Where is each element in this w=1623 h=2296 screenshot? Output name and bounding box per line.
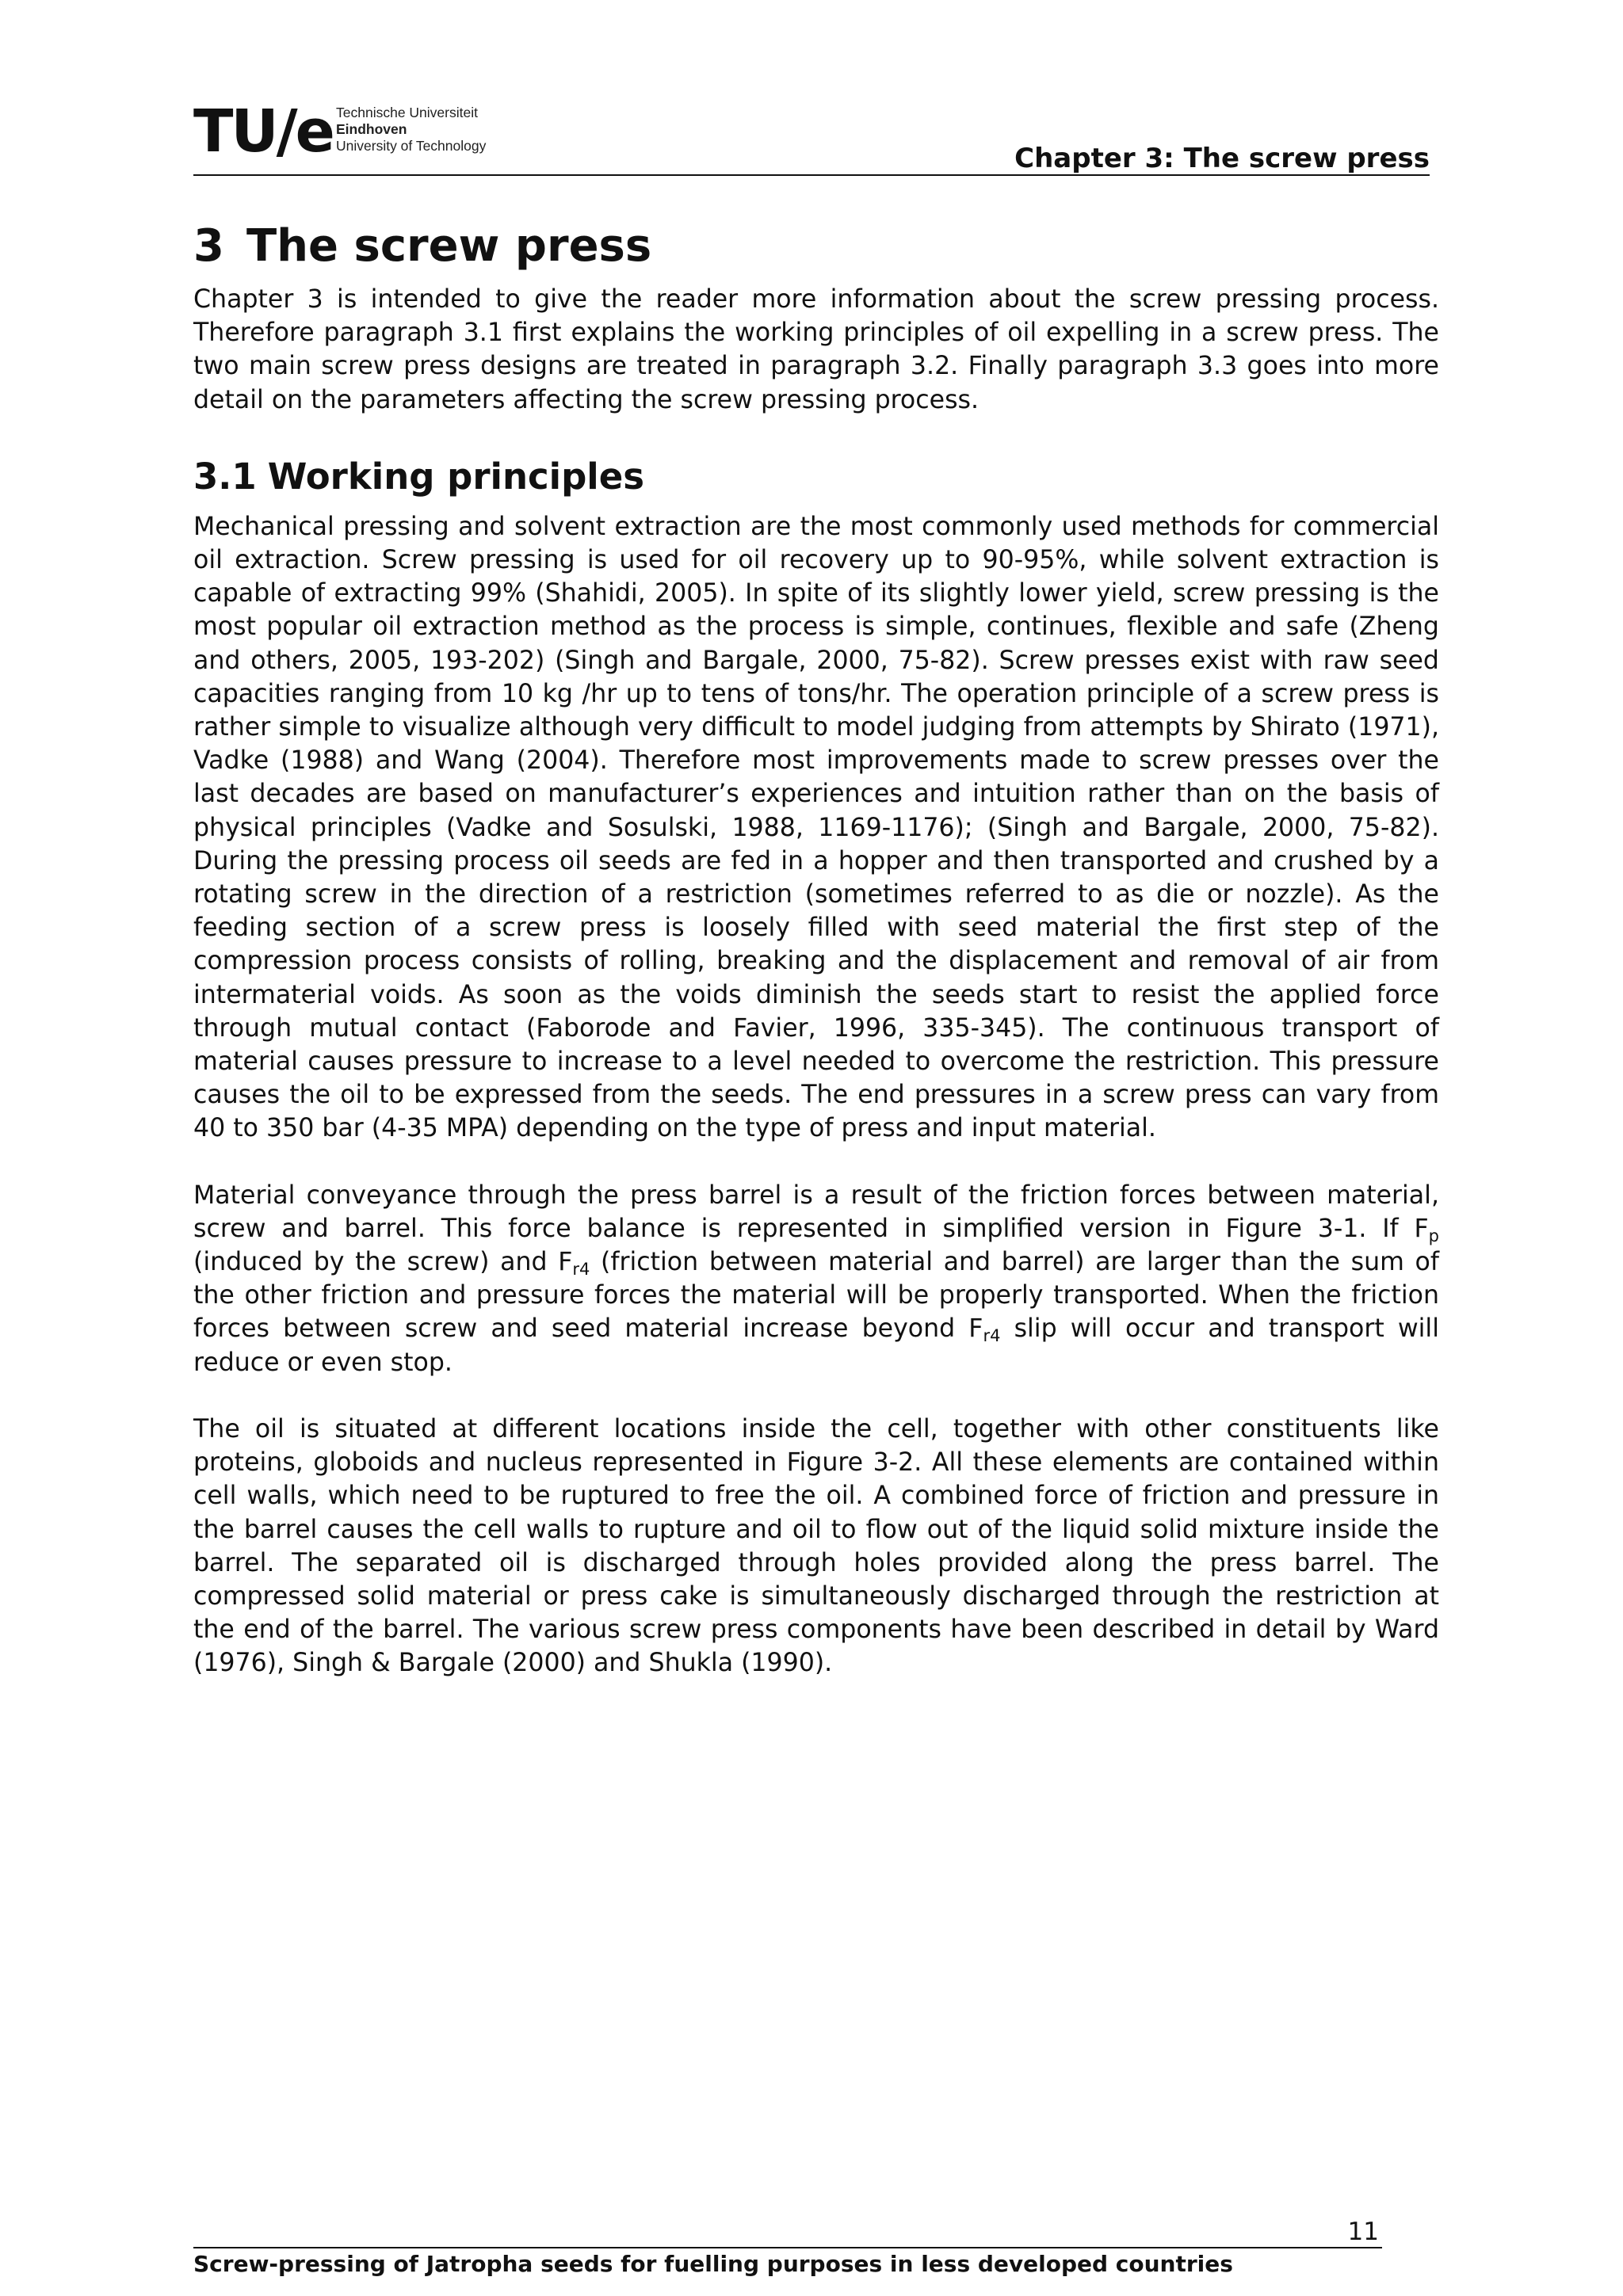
footer-title: Screw-pressing of Jatropha seeds for fuelling purposes in less developed countries [193,2251,1233,2277]
paragraph-2-text-1: Material conveyance through the press barrel is a result of the friction forces between material, screw and barrel. This force balance is represented in simplified version in Figure 3-1. If F [193,1180,1439,1243]
running-head: Chapter 3: The screw press [1014,143,1430,174]
paragraph-2-text-3: (friction between material and barrel) are larger than the sum of the other friction and pressure forces the material will be properly transported. When the friction forces between screw and seed material increase beyond F [193,1248,1439,1344]
logo-line-3: University of Technology [336,138,487,154]
chapter-heading [193,210,1439,283]
logo-line-1: Technische Universiteit [336,105,478,120]
chapter-title: The screw press [246,220,652,272]
page-content [193,210,1439,1680]
subscript-r4: r4 [983,1326,1001,1346]
section-heading [193,453,1439,501]
chapter-intro-paragraph: Chapter 3 is intended to give the reader more information about the screw pressing process. Therefore paragraph 3.1 first explains the working principles of oil expelling in a screw press. The two main screw press designs are treated in paragraph 3.2. Finally paragraph 3.3 goes into more detail on the parameters affecting the screw pressing process. [193,285,1439,414]
header-rule [193,174,1430,176]
section-title: Working principles [267,455,645,498]
footer-rule [193,2247,1382,2248]
logo-mark: TU/e [193,97,333,166]
subscript-p: p [1428,1226,1439,1245]
university-logo [193,98,526,165]
page-number: 11 [1347,2218,1379,2246]
paragraph-2-text-2: (induced by the screw) and F [193,1248,573,1277]
paragraph-2-text-4: slip will occur and transport will reduce or even stop. [193,1314,1439,1377]
logo-line-2: Eindhoven [336,121,407,137]
subscript-r4: r4 [572,1260,590,1280]
working-principles-paragraph-1: Mechanical pressing and solvent extraction are the most commonly used methods for commercial oil extraction. Screw pressing is used for oil recovery up to 90-95%, while solvent extraction is capable of extracting 99% (Shahidi, 2005). In spite of its slightly lower yield, screw pressing is the most popular oil extraction method as the process is simple, continues, flexible and safe (Zheng and others, 2005, 193-202) (Singh and Bargale, 2000, 75-82). Screw presses exist with raw seed capacities ranging from 10 kg /hr up to tens of tons/hr. The operation principle of a screw press is rather simple to visualize although very difficult to model judging from attempts by Shirato (1971), Vadke (1988) and Wang (2004). Therefore most improvements made to screw presses over the last decades are based on manufacturer’s experiences and intuition rather than on the basis of physical principles (Vadke and Sosulski, 1988, 1169-1176); (Singh and Bargale, 2000, 75-82). During the pressing process oil seeds are fed in a hopper and then transported and crushed by a rotating screw in the direction of a restriction (sometimes referred to as die or nozzle). As the feeding section of a screw press is loosely filled with seed material the first step of the compression process consists of rolling, breaking and the displacement and removal of air from intermaterial voids. As soon as the voids diminish the seeds start to resist the applied force through mutual contact (Faborode and Favier, 1996, 335-345). The continuous transport of material causes pressure to increase to a level needed to overcome the restriction. This pressure causes the oil to be expressed from the seeds. The end pressures in a screw press can vary from 40 to 350 bar (4-35 MPA) depending on the type of press and input material. [193,512,1439,1143]
working-principles-paragraph-3: The oil is situated at different locations inside the cell, together with other constituents like proteins, globoids and nucleus represented in Figure 3-2. All these elements are contained within cell walls, which need to be ruptured to free the oil. A combined force of friction and pressure in the barrel causes the cell walls to rupture and oil to flow out of the liquid solid mixture inside the barrel. The separated oil is discharged through holes provided along the press barrel. The compressed solid material or press cake is simultaneously discharged through the restriction at the end of the barrel. The various screw press components have been described in detail by Ward (1976), Singh & Bargale (2000) and Shukla (1990). [193,1414,1439,1678]
chapter-number: 3 [193,220,224,272]
logo-text [336,105,486,154]
working-principles-paragraph-2 [193,1179,1439,1379]
section-number: 3.1 [193,455,257,498]
